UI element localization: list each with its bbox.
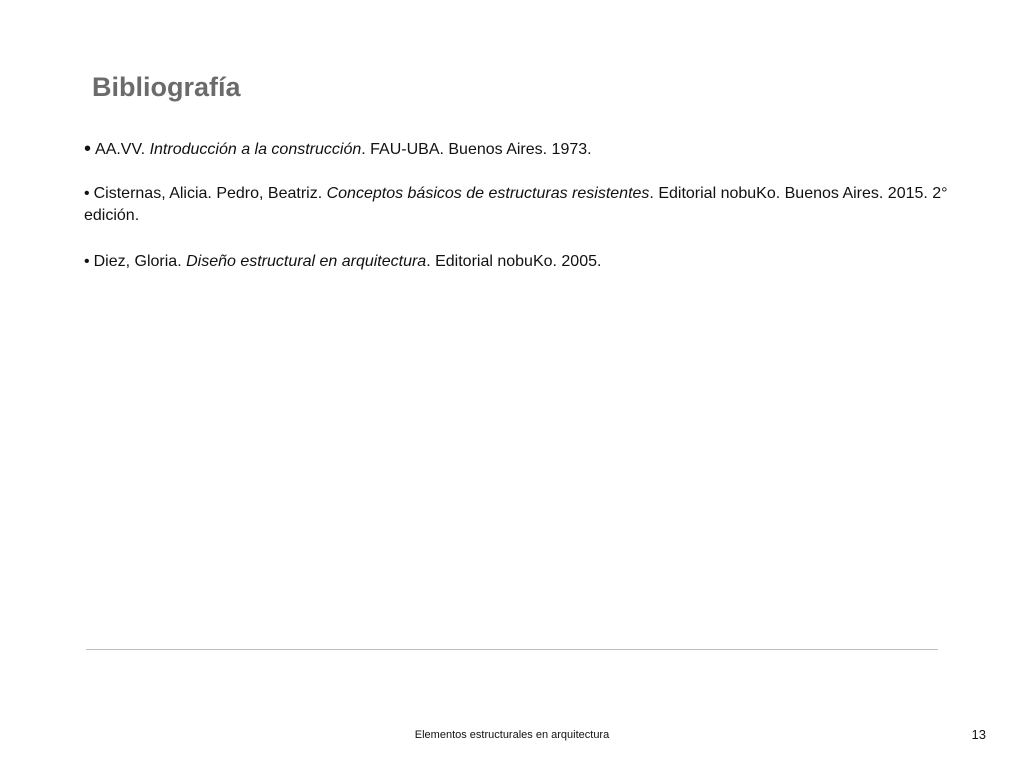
bibliography-entry-3 (84, 251, 954, 273)
bibliography-entry-2-authors: Cisternas, Alicia. Pedro, Beatriz. (93, 185, 327, 202)
bibliography-entry-3-authors: Diez, Gloria. (93, 253, 187, 270)
bullet-marker: • (84, 253, 90, 270)
bibliography-entry-1-authors: AA.VV. (95, 141, 150, 158)
bibliography-entry-1-publication: . FAU-UBA. Buenos Aires. 1973. (361, 141, 592, 158)
bullet-marker: • (84, 138, 92, 160)
bibliography-entry-1 (84, 138, 954, 161)
bibliography-entry-3-title: Diseño estructural en arquitectura (186, 253, 427, 270)
bibliography-entry-2 (84, 183, 954, 227)
bibliography-entry-1-title: Introducción a la construcción (149, 141, 362, 158)
page-number: 13 (971, 727, 986, 742)
bullet-marker: • (84, 185, 90, 202)
bibliography-entry-3-publication: . Editorial nobuKo. 2005. (426, 253, 602, 270)
footer-title: Elementos estructurales en arquitectura (414, 729, 610, 741)
footer-divider (86, 649, 938, 650)
bibliography-entry-2-publication: . Editorial nobuKo. Buenos Aires. 2015. 2° edición. (84, 185, 948, 224)
bibliography-entry-2-title: Conceptos básicos de estructuras resistentes (326, 185, 650, 202)
slide-title: Bibliografía (92, 72, 241, 102)
